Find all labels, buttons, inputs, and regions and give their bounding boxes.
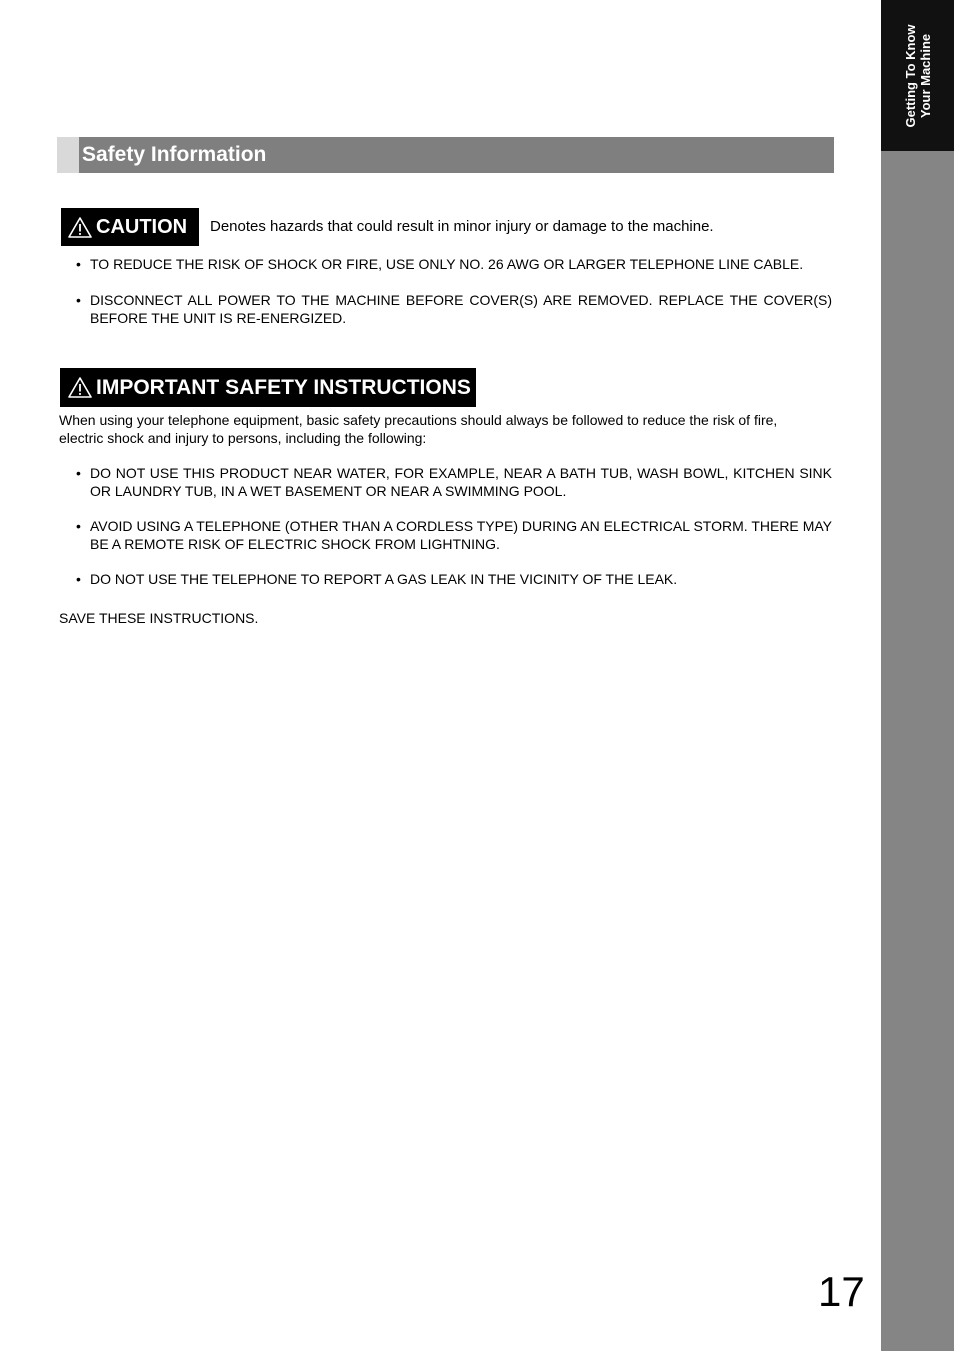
list-item: • TO REDUCE THE RISK OF SHOCK OR FIRE, USE ONLY NO. 26 AWG OR LARGER TELEPHONE LINE CABLE. — [76, 256, 804, 272]
side-band — [881, 0, 954, 1351]
warning-triangle-icon — [68, 377, 92, 398]
section-title: Safety Information — [82, 143, 267, 166]
chapter-tab-label: Getting To Know Your Machine — [902, 24, 933, 128]
important-safety-label: IMPORTANT SAFETY INSTRUCTIONS — [60, 368, 476, 407]
page-number: 17 — [818, 1268, 865, 1315]
list-item: • DO NOT USE THE TELEPHONE TO REPORT A GAS LEAK IN THE VICINITY OF THE LEAK. — [76, 571, 678, 587]
section-header — [57, 137, 834, 173]
list-item: • AVOID USING A TELEPHONE (OTHER THAN A CORDLESS TYPE) DURING AN ELECTRICAL STORM. THERE MAY BE A REMOTE RISK OF ELECTRIC SHOCK FROM LIGHTNING. — [76, 518, 832, 552]
warning-triangle-icon — [68, 217, 92, 238]
important-intro: When using your telephone equipment, basic safety precautions should always be followed to reduce the risk of fire, electric shock and injury to persons, including the following: — [59, 412, 778, 446]
chapter-tab — [881, 0, 954, 151]
caution-description: Denotes hazards that could result in minor injury or damage to the machine. — [210, 218, 714, 235]
list-item: • DO NOT USE THIS PRODUCT NEAR WATER, FOR EXAMPLE, NEAR A BATH TUB, WASH BOWL, KITCHEN SINK OR LAUNDRY TUB, IN A WET BASEMENT OR NEAR A SWIMMING POOL. — [76, 465, 832, 499]
caution-label: CAUTION — [61, 208, 199, 246]
closing-note: SAVE THESE INSTRUCTIONS. — [59, 610, 259, 626]
list-item: • DISCONNECT ALL POWER TO THE MACHINE BEFORE COVER(S) ARE REMOVED. REPLACE THE COVER(S) BEFORE THE UNIT IS RE-ENERGIZED. — [76, 292, 832, 326]
